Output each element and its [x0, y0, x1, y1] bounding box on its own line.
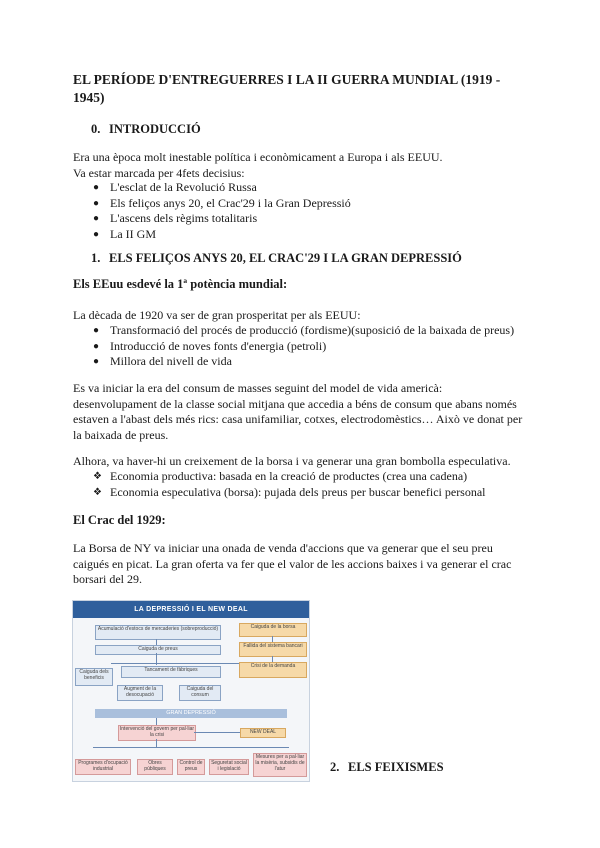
list-item: ● L'esclat de la Revolució Russa — [93, 180, 257, 194]
list-item: ● Transformació del procés de producció (fordisme)(suposició de la baixada de preus) — [93, 323, 515, 337]
list-item: ● Els feliços anys 20, el Crac'29 i la Gran Depressió — [93, 195, 351, 210]
subheading-potencia: Els EEuu esdevé la 1ª potència mundial: — [73, 277, 288, 291]
box-caiguda-consum: Caiguda del consum — [179, 685, 221, 701]
list-item: ● L'ascens dels règims totalitaris — [93, 211, 258, 225]
bullet-icon: ● — [93, 213, 100, 224]
connector — [194, 732, 240, 733]
box-caiguda-borsa: Caiguda de la borsa — [239, 623, 307, 637]
page-title: EL PERÍODE D'ENTREGUERRES I LA II GUERRA MUNDIAL (1919 - 1945) — [73, 72, 501, 105]
paragraph-consum — [73, 381, 563, 443]
list-item: ● Millora del nivell de vida — [93, 354, 232, 368]
box-new-deal: NEW DEAL — [240, 728, 286, 738]
box-programes: Programes d'ocupació industrial — [75, 759, 131, 775]
connector — [111, 663, 239, 664]
bullet-icon: ● — [93, 340, 100, 352]
box-seguretat: Seguretat social i legislació — [209, 759, 249, 775]
list-item: ● Introducció de noves fonts d'energia (petroli) — [93, 338, 327, 353]
bullet-icon: ● — [93, 228, 100, 240]
section-1-number: 1. — [91, 251, 101, 265]
paragraph-borsa: Alhora, va haver-hi un creixement de la borsa i va generar una gran bombolla especulativa. — [73, 454, 511, 468]
box-caiguda-preus: Caiguda de preus — [95, 645, 221, 655]
list-item: ❖ Economia especulativa (borsa): pujada dels preus per buscar benefici personal — [93, 484, 486, 499]
bullet-icon: ● — [93, 182, 100, 193]
box-mesures: Mesures per a pal·liar la misèria, subsidis de l'atur — [253, 753, 307, 777]
section-0-heading: INTRODUCCIÓ — [109, 122, 201, 136]
section-0-number: 0. — [91, 122, 101, 136]
paragraph-crac — [73, 541, 563, 588]
box-desocupacio: Augment de la desocupació — [117, 685, 163, 701]
intro-list — [93, 180, 540, 242]
connector — [156, 739, 157, 747]
box-obres: Obres públiques — [137, 759, 173, 775]
depression-diagram — [72, 600, 310, 782]
crac-line-3: borsari del 29. — [73, 572, 142, 586]
subheading-crac: El Crac del 1929: — [73, 513, 166, 527]
crac-line-2: caigués en picat. La gran oferta va fer que el valor de les accions baixes i va generar el crac — [73, 556, 512, 571]
consum-line-4: la baixada de preus. — [73, 427, 169, 442]
section-2-heading: ELS FEIXISMES — [348, 760, 444, 774]
intro-line-2: Va estar marcada per 4fets decisius: — [73, 165, 245, 180]
bullet-icon: ● — [93, 356, 100, 367]
paragraph-decada: La dècada de 1920 va ser de gran prosperitat per als EEUU: — [73, 308, 361, 322]
connector — [156, 718, 157, 725]
box-control-preus: Control de preus — [177, 759, 205, 775]
consum-line-2: desenvolupament de la classe social mitjana que accedia a béns de consum que abans només — [73, 396, 517, 411]
intro-line-1: Era una època molt inestable política i econòmicament a Europa i als EEUU. — [73, 150, 443, 164]
section-2-number: 2. — [330, 760, 340, 774]
box-tancament: Tancament de fàbriques — [121, 666, 221, 678]
box-intervencio: Intervenció del govern per pal·liar la crisi — [118, 725, 196, 741]
list-item: ● La II GM — [93, 226, 156, 241]
economy-list — [93, 469, 560, 500]
diagram-title: LA DEPRESSIÓ I EL NEW DEAL — [73, 601, 309, 618]
connector — [93, 747, 289, 748]
diamond-bullet-icon: ❖ — [93, 486, 102, 498]
bullet-icon: ● — [93, 197, 100, 209]
section-1-heading: ELS FELIÇOS ANYS 20, EL CRAC'29 I LA GRAN DEPRESSIÓ — [109, 251, 462, 265]
consum-line-1: Es va iniciar la era del consum de masses seguint del model de vida americà: — [73, 381, 443, 395]
box-fallida-bancari: Fallida del sistema bancari — [239, 642, 307, 657]
list-item: ❖ Economia productiva: basada en la creació de productes (crea una cadena) — [93, 469, 468, 483]
crac-line-1: La Borsa de NY va iniciar una onada de venda d'accions que va generar que el seu preu — [73, 541, 493, 555]
prosperity-list — [93, 323, 560, 370]
box-acumulacio: Acumulació d'estocs de mercaderies (sobreproducció) — [95, 625, 221, 640]
diamond-bullet-icon: ❖ — [93, 471, 102, 482]
intro-paragraph — [73, 150, 553, 181]
connector — [156, 653, 157, 665]
band-gran-depressio: GRAN DEPRESSIÓ — [95, 709, 287, 718]
consum-line-3: estaven a l'abast dels més rics: casa unifamiliar, cotxes, electrodomèstics… Això ve donat per — [73, 412, 523, 426]
box-caiguda-beneficis: Caiguda dels beneficis — [75, 668, 113, 686]
bullet-icon: ● — [93, 325, 100, 336]
box-crisi-demanda: Crisi de la demanda — [239, 662, 307, 678]
